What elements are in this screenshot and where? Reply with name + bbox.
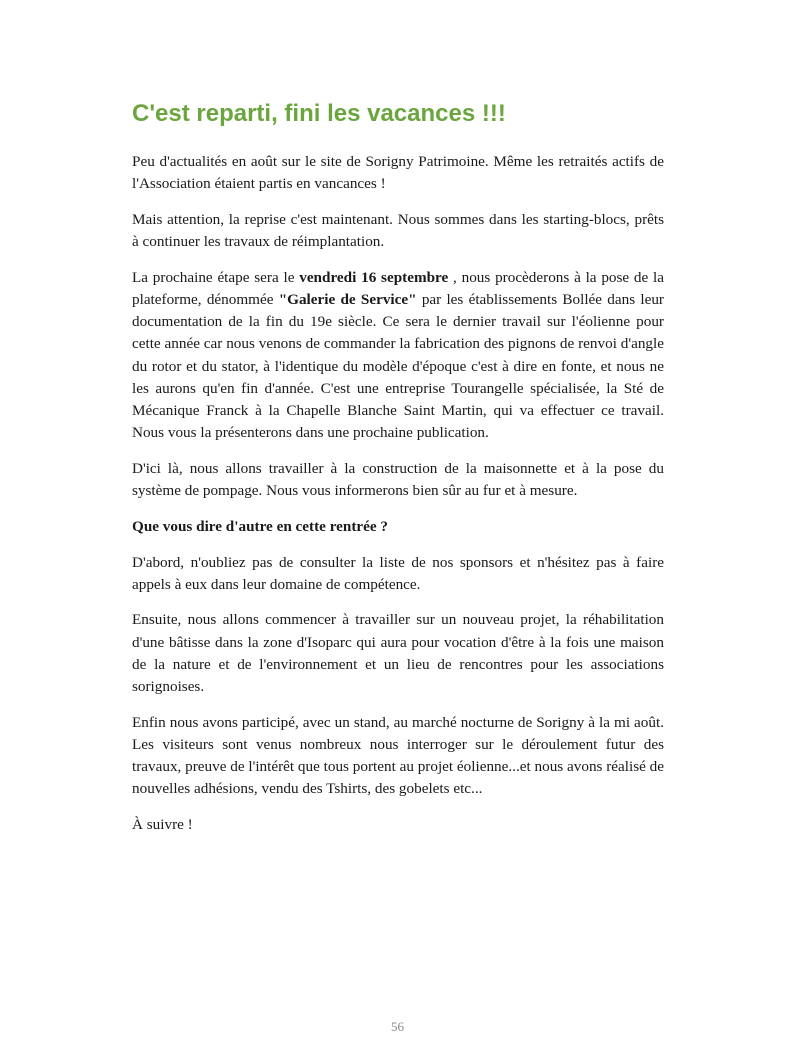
article-body <box>132 151 664 850</box>
paragraph-intro: Peu d'actualités en août sur le site de Sorigny Patrimoine. Même les retraités actifs de l'Association étaient partis en vancances ! <box>132 153 664 193</box>
paragraph-sponsors: D'abord, n'oubliez pas de consulter la liste de nos sponsors et n'hésitez pas à faire appels à eux dans leur domaine de compétence. <box>132 553 664 593</box>
page-number: 56 <box>391 1019 404 1034</box>
next-step-text-b: , nous procèderons à la pose de la plateforme, dénommée <box>132 268 664 309</box>
platform-name: "Galerie de Service" <box>278 291 417 309</box>
paragraph-next-step <box>132 267 664 445</box>
section-heading: Que vous dire d'autre en cette rentrée ? <box>132 517 389 535</box>
closing-line: À suivre ! <box>132 816 193 834</box>
paragraph-market: Enfin nous avons participé, avec un stand, au marché nocturne de Sorigny à la mi août. Les visiteurs sont venus nombreux nous interroger sur le déroulement futur des travaux, preuve de l'intérêt que tous portent au projet éolienne...et nous avons réalisé de nouvelles adhésions, vendu des Tshirts, des gobelets etc... <box>132 713 665 798</box>
next-step-text-c: par les établissements Bollée dans leur documentation de la fin du 19e siècle. Ce sera le dernier travail sur l'éolienne pour cette année car nous venons de commander la fabrication des pignons de renvoi d'angle du rotor et du stator, à l'identique du modèle d'époque c'est à dire en fonte, et nous ne les aurons qu'en fin d'année. C'est une entreprise Tourangelle spécialisée, la Sté de Mécanique Franck à la Chapelle Blanche Saint Martin, qui va effectuer ce travail. Nous vous la présenterons dans une prochaine publication. <box>132 291 664 442</box>
paragraph-new-project: Ensuite, nous allons commencer à travailler sur un nouveau projet, la réhabilitation d'une bâtisse dans la zone d'Isoparc qui aura pour vocation d'être à la fois une maison de la nature et de l'environnement et un lieu de rencontres pour les associations sorignoises. <box>132 611 664 696</box>
paragraph-maisonnette: D'ici là, nous allons travailler à la construction de la maisonnette et à la pose du système de pompage. Nous vous informerons bien sûr au fur et à mesure. <box>132 459 664 500</box>
paragraph-reprise: Mais attention, la reprise c'est maintenant. Nous sommes dans les starting-blocs, prêts à continuer les travaux de réimplantation. <box>132 210 664 251</box>
next-step-text-a: La prochaine étape sera le <box>132 268 300 286</box>
event-date: vendredi 16 septembre <box>299 268 449 286</box>
article-title: C'est reparti, fini les vacances !!! <box>132 100 506 127</box>
